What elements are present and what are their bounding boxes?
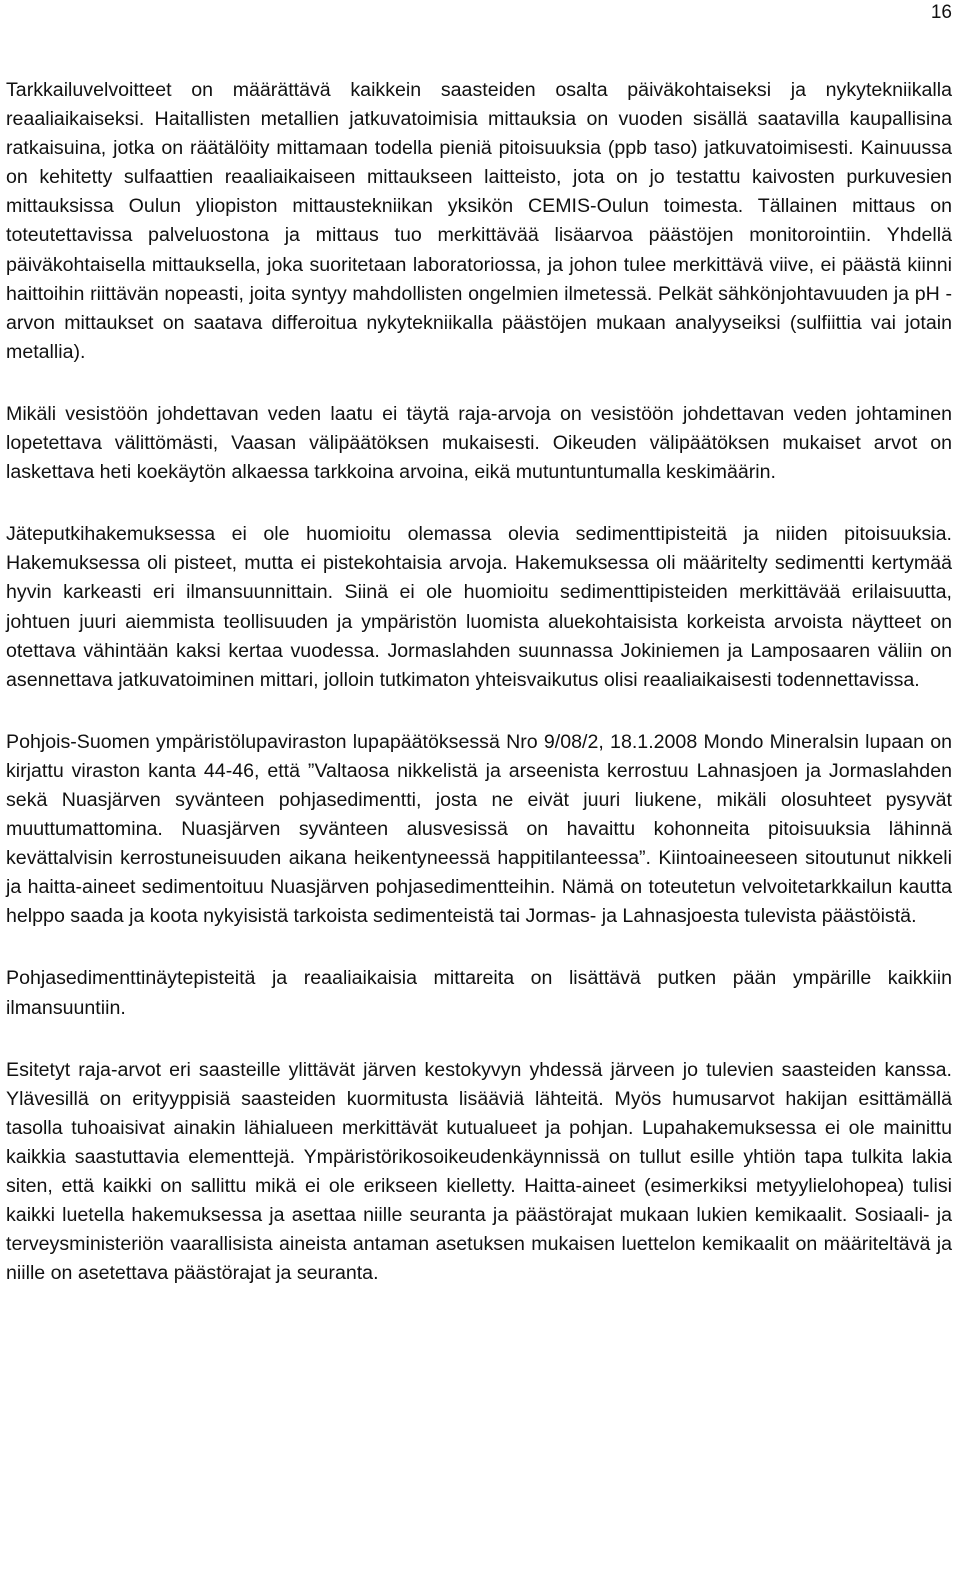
paragraph-permit-decision: Pohjois-Suomen ympäristölupaviraston lupapäätöksessä Nro 9/08/2, 18.1.2008 Mondo Mineralsin lupaan on kirjattu viraston kanta 44-46, että ”Valtaosa nikkelistä ja arseenista kerrostuu Lahnasjoen ja Jormaslahden sekä Nuasjärven syvänteen pohjasedimentti, josta ne eivät juuri liukene, mikäli olosuhteet pysyvät muuttumattomina. Nuasjärven syvänteen alusvesissä on havaittu kohonneita pitoisuuksia lähinnä kevättalvisin kerrostuneisuuden aikana heikentyneessä happitilanteessa”. Kiintoaineeseen sitoutunut nikkeli ja haitta-aineet sedimentoituu Nuasjärven pohjasedimentteihin. Nämä on toteutetun velvoitetarkkailun kautta helppo saada ja koota nykyisistä tarkoista sedimenteistä tai Jormas- ja Lahnasjoesta tulevista päästöistä. (6, 730, 952, 928)
paragraph-sediment-points: Jäteputkihakemuksessa ei ole huomioitu olemassa olevia sedimenttipisteitä ja niiden pitoisuuksia. Hakemuksessa oli pisteet, mutta ei pistekohtaisia arvoja. Hakemuksessa oli määritelty sedimentti kertymää hyvin karkeasti eri ilmansuunnittain. Siinä ei ole huomioitu sedimenttipisteiden merkittävää erilaisuutta, johtuen juuri aiemmista teollisuuden ja ympäristön luomista aluekohtaisista korkeista arvoista näytteet on otettava vähintään kaksi kertaa vuodessa. Jormaslahden suunnassa Jokiniemen ja Lamposaaren väliin on asennettava jatkuvatoiminen mittari, jolloin tutkimaton yhteisvaikutus olisi reaaliaikaisesti todennettavissa. (6, 523, 952, 691)
document-body (6, 76, 952, 1288)
paragraph-monitoring-obligations: Tarkkailuvelvoitteet on määrättävä kaikkein saasteiden osalta päiväkohtaiseksi ja nykytekniikalla reaaliaikaiseksi. Haitallisten metallien jatkuvatoimisia mittauksia on vuoden sisällä saatavilla kaupallisina ratkaisuina, jotka on räätälöity mittamaan todella pieniä pitoisuuksia (ppb taso) jatkuvatoimisesti. Kainuussa on kehitetty sulfaattien reaaliaikaiseen mittaukseen laitteisto, jota on jo testattu kaivosten purkuvesien mittauksissa Oulun yliopiston mittaustekniikan yksikön CEMIS-Oulun toimesta. Tällainen mittaus on toteutettavissa palveluostona ja mittaus tuo merkittävää lisäarvoa päästöjen monitorointiin. Yhdellä päiväkohtaisella mittauksella, joka suoritetaan laboratoriossa, ja johon tulee merkittävä viive, ei päästä kiinni haittoihin riittävän nopeasti, joita syntyy mahdollisten ongelmien ilmetessä. Pelkät sähkönjohtavuuden ja pH -arvon mittaukset on saatava differoitua nykytekniikalla päästöjen mukaan analyyseiksi (sulfiittia vai jotain metallia). (6, 79, 952, 363)
paragraph-water-quality-limits: Mikäli vesistöön johdettavan veden laatu ei täytä raja-arvoja on vesistöön johdettavan veden johtaminen lopetettava välittömästi, Vaasan välipäätöksen mukaisesti. Oikeuden välipäätöksen mukaiset arvot on laskettava heti koekäytön alkaessa tarkkoina arvoina, eikä mutuntuntumalla keskimäärin. (6, 402, 952, 484)
paragraph-sampling-points: Pohjasedimenttinäytepisteitä ja reaaliaikaisia mittareita on lisättävä putken pään ympärille kaikkiin ilmansuuntiin. (6, 967, 952, 1019)
page-number: 16 (930, 2, 952, 23)
paragraph-emission-limits: Esitetyt raja-arvot eri saasteille ylittävät järven kestokyvyn yhdessä järveen jo tulevien saasteiden kanssa. Ylävesillä on erityyppisiä saasteiden kuormitusta lisääviä lähteitä. Myös humusarvot hakijan esittämällä tasolla tuhoaisivat ainakin lähialueen merkittävät kutualueet ja pohjan. Lupahakemuksessa ei ole mainittu kaikkia saastuttavia elementtejä. Ympäristörikosoikeudenkäynnissä on tullut esille yhtiön tapa tulkita lakia siten, että kaikki on sallittu mikä ei ole erikseen kielletty. Haitta-aineet (esimerkiksi metyylielohopea) tulisi kaikki luetella hakemuksessa ja asettaa niille seuranta ja päästörajat mukaan lukien kemikaalit. Sosiaali- ja terveysministeriön vaarallisista aineista antaman asetuksen mukaisen luettelon kemikaalit on määriteltävä ja niille on asetettava päästörajat ja seuranta. (6, 1058, 952, 1285)
